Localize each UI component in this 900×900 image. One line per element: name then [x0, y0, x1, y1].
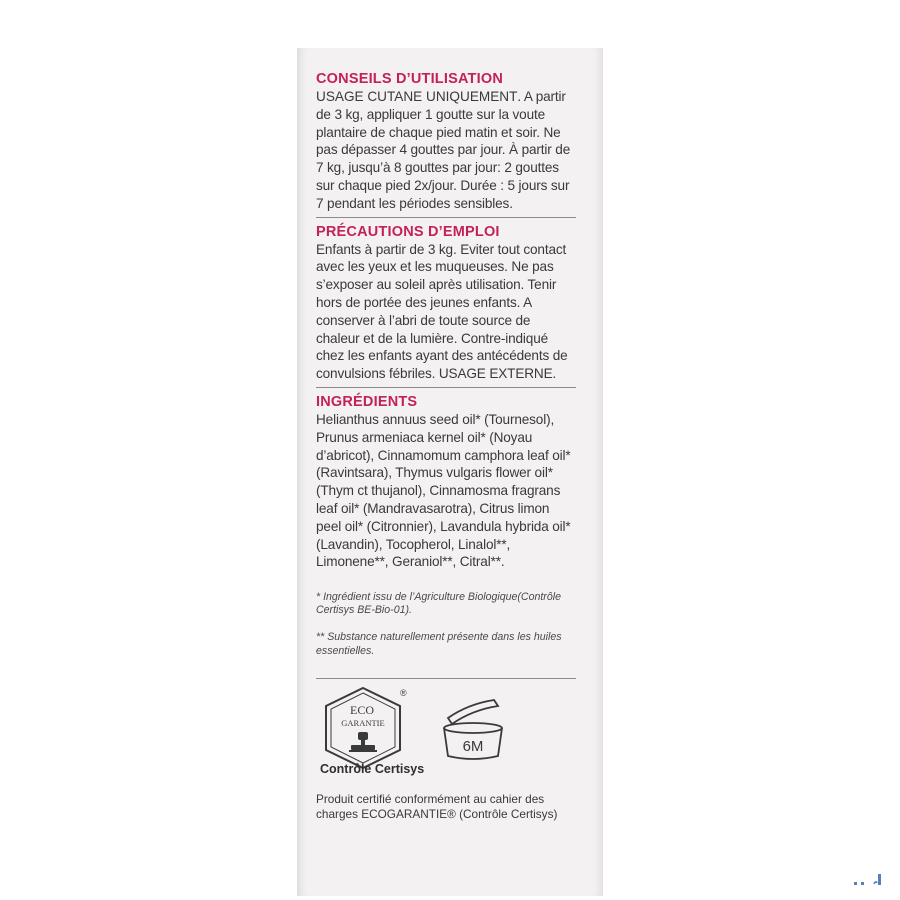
organic-note: * Ingrédient issu de l’Agriculture Biologique(Contrôle Certisys BE-Bio-01).: [316, 590, 561, 617]
section-conseils: [316, 70, 576, 213]
eco-text: ECO: [350, 703, 374, 717]
ingredients-text: Helianthus annuus seed oil* (Tournesol), Prunus armeniaca kernel oil* (Noyau d’abricot), Cinnamomum camphora leaf oil* (Ravintsara), Thymus vulgaris flower oil* (Thym ct thujanol), Cinnamosma fragrans leaf oil* (Mandravasarotra), Citrus limon peel oil* (Citronnier), Lavandula hybrida oil* (Lavandin), Tocopherol, Linalol**, Limonene**, Geraniol**, Citral**.: [316, 411, 571, 570]
conseils-body: . A partir de 3 kg, appliquer 1 goutte sur la voute plantaire de chaque pied matin et soir. Ne pas dépasser 4 gouttes par jour. À partir de 7 kg, jusqu’à 8 gouttes par jour: 2 gouttes sur chaque pied 2x/jour. Durée : 5 jours sur 7 pendant les périodes sensibles.: [316, 89, 571, 211]
certification-footer: Produit certifié conformément au cahier des charges ECOGARANTIE® (Contrôle Certisys): [316, 792, 558, 821]
eco-caption: Contrôle Certisys: [320, 762, 425, 776]
registered-mark: ®: [400, 688, 407, 698]
pao-label: 6M: [462, 738, 484, 755]
garantie-text: GARANTIE: [341, 718, 385, 728]
section-ingredients: [316, 393, 576, 672]
ecogarantie-logo: [318, 684, 408, 774]
precautions-text: Enfants à partir de 3 kg. Eviter tout contact avec les yeux et les muqueuses. Ne pas s’exposer au soleil après utilisation. Tenir hors de portée des jeunes enfants. A conserver à l’abri de toute source de chaleur et de la lumière. Contre-indiqué chez les enfants ayant des antécédents de convulsions fébriles. USAGE EXTERNE.: [316, 241, 568, 382]
watermark-icon: [850, 870, 890, 890]
divider: [316, 678, 576, 679]
conseils-text: [316, 88, 576, 213]
natural-substance-note: ** Substance naturellement présente dans les huiles essentielles.: [316, 631, 562, 657]
divider: [316, 387, 576, 388]
stamp-icon: [349, 732, 377, 752]
section-precautions: [316, 223, 576, 383]
period-after-opening-icon: [438, 698, 508, 762]
conseils-lead: USAGE CUTANE UNIQUEMENT: [316, 89, 518, 104]
certification-logos: [316, 680, 576, 790]
conseils-heading: CONSEILS D’UTILISATION: [316, 71, 503, 87]
ingredients-notes: [316, 577, 576, 672]
label-content: [316, 70, 576, 679]
precautions-heading: PRÉCAUTIONS D’EMPLOI: [316, 223, 500, 240]
ingredients-heading: INGRÉDIENTS: [316, 393, 418, 410]
divider: [316, 217, 576, 218]
